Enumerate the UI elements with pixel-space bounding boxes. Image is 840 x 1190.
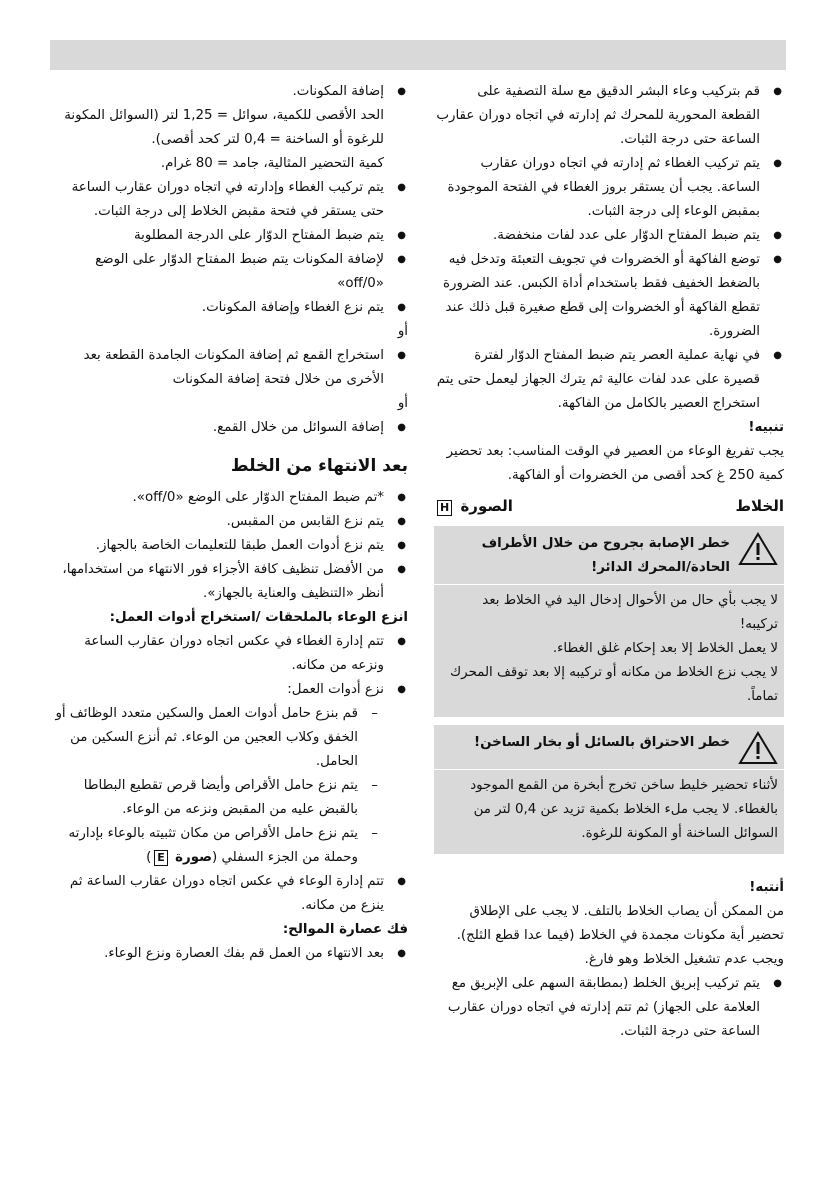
list-item: ● يتم تركيب إبريق الخلط (بمطابقة السهم على الإبريق مع العلامة على الجهاز) ثم تتم إدارته في اتجاه دوران عقارب الساعة حتى درجة الثبات. [434,972,784,1044]
list-item: ● *تم ضبط المفتاح الدوّار على الوضع «0/off». [50,486,408,510]
warning-title: خطر الاحتراق بالسائل أو بخار الساخن! [440,731,778,765]
list-item: ● إضافة المكونات. الحد الأقصى للكمية، سوائل = 1,25 لتر (السوائل المكونة للرغوة أو الساخنة = 0,4 لتر كحد أقصى). كمية التحضير المثالية، جامد = 80 غرام. [50,80,408,176]
list-item: ● إضافة السوائل من خلال القمع. [50,416,408,440]
list-item: ● بعد الانتهاء من العمل قم بفك العصارة ونزع الوعاء. [50,942,408,966]
subheading: انزع الوعاء بالملحقات /استخراج أدوات العمل: [109,610,408,625]
list-item: ● لإضافة المكونات يتم ضبط المفتاح الدوّار على الوضع «0/off» [50,248,408,296]
warning-box-cuts [434,526,784,717]
right-column [434,80,784,1044]
or-separator: أو [397,396,408,411]
warning-box-burns [434,725,784,854]
figure-letter: E [154,850,168,866]
divider [434,769,784,770]
list-item: ● من الأفضل تنظيف كافة الأجزاء فور الانتهاء من استخدامها، أنظر «التنظيف والعناية بالجهاز». [50,558,408,606]
warning-line: لا يجب نزع الخلاط من مكانه أو تركيبه إلا بعد توقف المحرك تماماً. [450,665,778,704]
list-item: ● يتم تركيب الغطاء وإدارته في اتجاه دوران عقارب الساعة حتى يستقر في فتحة مقبض الخلاط إلى درجة الثبات. [50,176,408,224]
dash-item: – يتم نزع حامل الأقراص وأيضا قرص تقطيع البطاطا بالقبض عليه من المقبض ونزعه من الوعاء. [50,774,408,822]
list-item: ● نزع أدوات العمل: [50,678,408,702]
attention-title: أنتبه! [749,880,784,895]
or-separator: أو [397,324,408,339]
section-heading: بعد الانتهاء من الخلط [230,456,408,476]
list-item: ● في نهاية عملية العصر يتم ضبط المفتاح الدوّار لفترة قصيرة على عدد لفات عالية ثم يترك الجهاز ليعمل حتى يتم استخراج العصير بالكامل من الفاكهة. [434,344,784,416]
notice-text: يجب تفريغ الوعاء من العصير في الوقت المناسب: بعد تحضير كمية 250 غ كحد أقصى من الخضروات أو الفاكهة. [446,444,784,483]
dash-item: – يتم نزع حامل الأقراص من مكان تثبيته بالوعاء بإدارته وحملة من الجزء السفلي (صورة E) [50,822,408,870]
list-item: ● توضع الفاكهة أو الخضروات في تجويف التعبئة وتدخل فيه بالضغط الخفيف فقط باستخدام أداة الكبس. عند الضرورة تقطع الفاكهة أو الخضروات إلى قطع صغيرة قبل ذلك عند الضرورة. [434,248,784,344]
list-item: ● تتم إدارة الغطاء في عكس اتجاه دوران عقارب الساعة ونزعه من مكانه. [50,630,408,678]
list-item: ● استخراج القمع ثم إضافة المكونات الجامدة القطعة بعد الأخرى من خلال فتحة إضافة المكونات [50,344,408,392]
warning-triangle-icon [738,532,778,566]
subheading: فك عصارة الموالح: [282,922,408,937]
warning-line: لا يجب بأي حال من الأحوال إدخال اليد في الخلاط بعد تركيبه! [482,593,778,632]
warning-line: لا يعمل الخلاط إلا بعد إحكام غلق الغطاء. [552,641,778,656]
dash-item: – قم بنزع حامل أدوات العمل والسكين متعدد الوظائف أو الخفق وكلاب العجين من الوعاء. ثم أنزع السكين من الحامل. [50,702,408,774]
notice-title: تنبيه! [748,420,784,435]
warning-title: خطر الإصابة بجروح من خلال الأطراف الحادة/المحرك الدائر! [440,532,778,580]
list-item: ● يتم نزع الغطاء وإضافة المكونات. [50,296,408,320]
list-item: ● يتم ضبط المفتاح الدوّار على عدد لفات منخفضة. [434,224,784,248]
section-header [434,494,784,518]
section-title: الخلاط [735,497,784,515]
list-item: ● يتم نزع أدوات العمل طبقا للتعليمات الخاصة بالجهاز. [50,534,408,558]
attention-text: من الممكن أن يصاب الخلاط بالتلف. لا يجب على الإطلاق تحضير أية مكونات مجمدة في الخلاط (فيما عدا قطع الثلج). ويجب عدم تشغيل الخلاط وهو فارغ. [456,904,784,967]
divider [434,584,784,585]
left-column [50,80,408,966]
figure-letter: H [437,500,452,516]
list-item: ● تتم إدارة الوعاء في عكس اتجاه دوران عقارب الساعة ثم ينزع من مكانه. [50,870,408,918]
list-item: ● يتم ضبط المفتاح الدوّار على الدرجة المطلوبة [50,224,408,248]
figure-reference: الصورة H [434,494,513,518]
warning-text: لأثناء تحضير خليط ساخن تخرج أبخرة من القمع الموجود بالغطاء. لا يجب ملء الخلاط بكمية تزيد عن 0,4 لتر من السوائل الساخنة أو المكونة للرغوة. [470,778,778,841]
header-bar [50,40,786,70]
list-item: ● قم بتركيب وعاء البشر الدقيق مع سلة التصفية على القطعة المحورية للمحرك ثم إدارته في اتجاه دوران عقارب الساعة حتى درجة الثبات. [434,80,784,152]
warning-triangle-icon [738,731,778,765]
list-item: ● يتم نزع القابس من المقبس. [50,510,408,534]
list-item: ● يتم تركيب الغطاء ثم إدارته في اتجاه دوران عقارب الساعة. يجب أن يستقر بروز الغطاء في الفتحة الموجودة بمقبض الوعاء إلى درجة الثبات. [434,152,784,224]
